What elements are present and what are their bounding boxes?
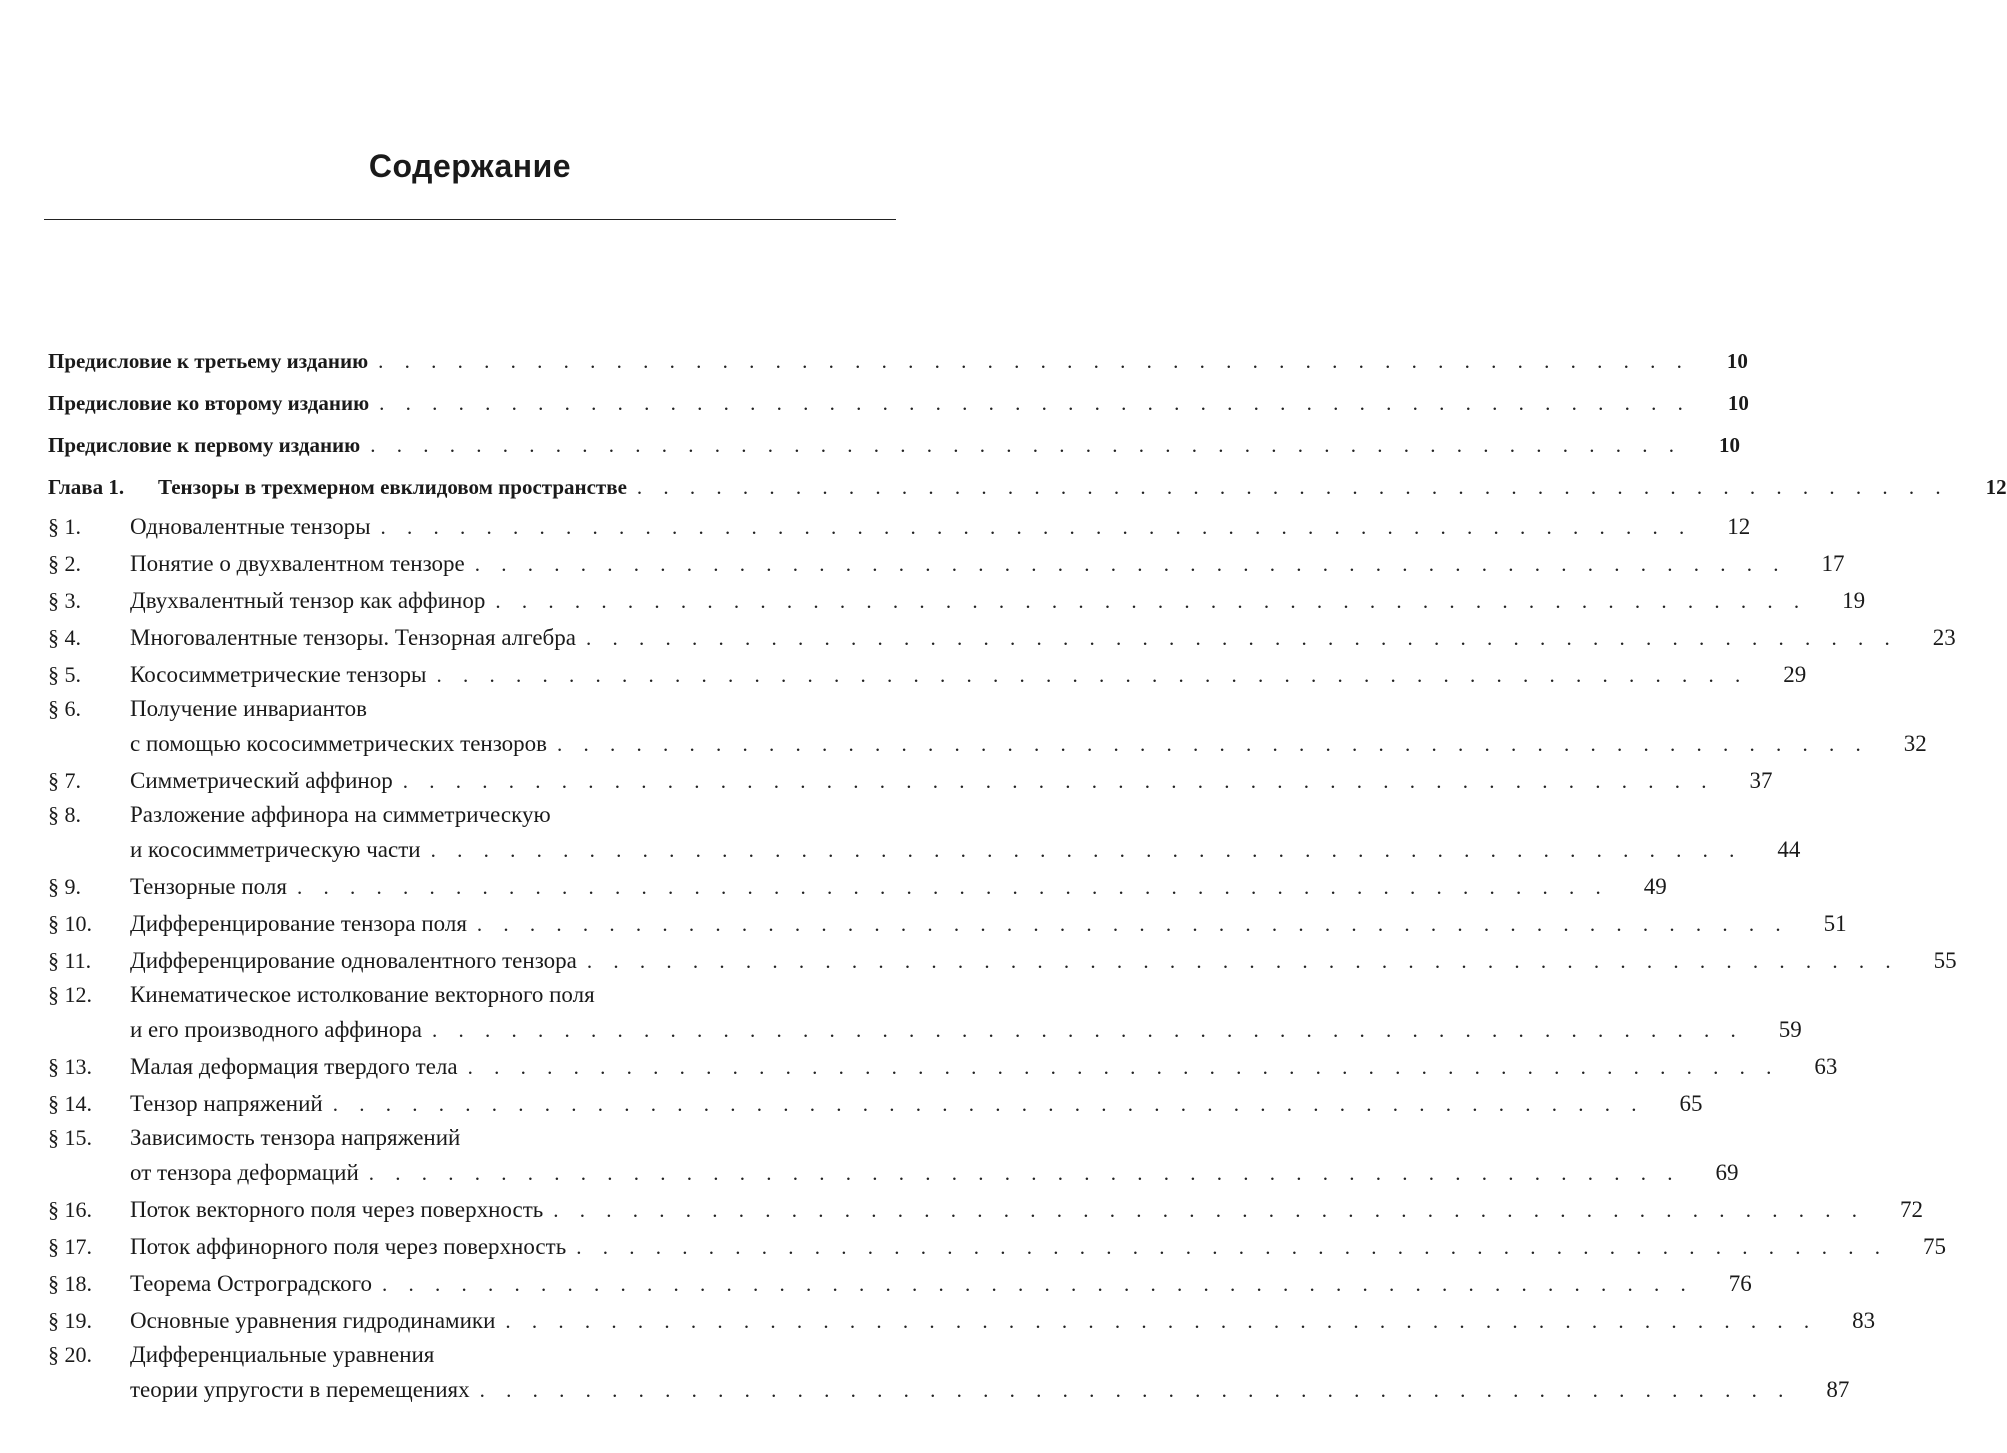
toc-row — [48, 619, 1956, 656]
chapter-title: Тензоры в трехмерном евклидовом пространстве — [158, 475, 627, 499]
dot-leader: . . . . . . . . . . . . . . . . . . . . . . . . . . . . . . . . . . . . . . . . . . . . . . . . . . — [382, 1272, 1694, 1296]
toc-section-entry[interactable] — [48, 582, 1866, 619]
toc-section-entry[interactable] — [48, 1302, 1876, 1339]
page-number: 32 — [1903, 731, 1927, 756]
section-number: § 19. — [48, 1308, 92, 1333]
dot-leader: . . . . . . . . . . . . . . . . . . . . . . . . . . . . . . . . . . . . . . . . . . . . . . . . . . — [296, 875, 1609, 899]
section-title-line2: и кососимметрическую части — [130, 837, 421, 862]
section-number: § 4. — [48, 625, 81, 650]
entry-title: Предисловие к третьему изданию — [48, 349, 369, 373]
section-title-line1: Зависимость тензора напряжений — [130, 1125, 461, 1150]
dot-leader: . . . . . . . . . . . . . . . . . . . . . . . . . . . . . . . . . . . . . . . . . . . . . . . . . . — [553, 1198, 1865, 1222]
toc-row — [48, 799, 900, 831]
page-number: 51 — [1823, 911, 1847, 936]
section-title: Малая деформация твердого тела — [130, 1054, 458, 1079]
section-number: § 13. — [48, 1054, 92, 1079]
toc-section-entry[interactable] — [48, 508, 1751, 545]
dot-leader: . . . . . . . . . . . . . . . . . . . . . . . . . . . . . . . . . . . . . . . . . . . . . . . . . . — [505, 1309, 1818, 1333]
dot-leader: . . . . . . . . . . . . . . . . . . . . . . . . . . . . . . . . . . . . . . . . . . . . . . . . . . — [379, 391, 1691, 415]
chapter-number: Глава 1. — [48, 475, 125, 499]
section-number: § 8. — [48, 802, 81, 827]
dot-leader: . . . . . . . . . . . . . . . . . . . . . . . . . . . . . . . . . . . . . . . . . . . . . . . . . . — [402, 769, 1715, 793]
dot-leader: . . . . . . . . . . . . . . . . . . . . . . . . . . . . . . . . . . . . . . . . . . . . . . . . . . — [636, 475, 1949, 499]
page-number: 72 — [1900, 1197, 1923, 1222]
toc-row — [48, 1371, 1850, 1408]
dot-leader: . . . . . . . . . . . . . . . . . . . . . . . . . . . . . . . . . . . . . . . . . . . . . . . . . . — [332, 1092, 1645, 1116]
dot-leader: . . . . . . . . . . . . . . . . . . . . . . . . . . . . . . . . . . . . . . . . . . . . . . . . . . — [495, 589, 1808, 613]
toc-section-entry[interactable] — [48, 545, 1845, 582]
page-number: 76 — [1728, 1271, 1752, 1296]
page-number: 59 — [1778, 1017, 1802, 1042]
dot-leader: . . . . . . . . . . . . . . . . . . . . . . . . . . . . . . . . . . . . . . . . . . . . . . . . . . — [479, 1378, 1792, 1402]
toc-section-entry[interactable] — [48, 619, 1956, 656]
section-number: § 14. — [48, 1091, 92, 1116]
toc-section-entry[interactable] — [48, 979, 1802, 1048]
page-number: 17 — [1821, 551, 1845, 576]
dot-leader: . . . . . . . . . . . . . . . . . . . . . . . . . . . . . . . . . . . . . . . . . . . . . . . . . . — [431, 1018, 1744, 1042]
toc-row — [48, 1011, 1802, 1048]
dot-leader: . . . . . . . . . . . . . . . . . . . . . . . . . . . . . . . . . . . . . . . . . . . . . . . . . . — [474, 552, 1787, 576]
toc-section-entry[interactable] — [48, 656, 1807, 693]
section-number: § 9. — [48, 874, 81, 899]
toc-row — [48, 1122, 900, 1154]
toc-row — [48, 545, 1845, 582]
page-number: 10 — [1718, 433, 1740, 457]
page-number: 12 — [1985, 475, 2007, 499]
toc-row — [48, 1085, 1703, 1122]
section-number: § 6. — [48, 696, 81, 721]
toc-row — [48, 508, 1751, 545]
section-number: § 7. — [48, 768, 81, 793]
section-title-line1: Получение инвариантов — [130, 696, 367, 721]
toc-row — [48, 1154, 1739, 1191]
page-number: 69 — [1715, 1160, 1739, 1185]
toc-chapter-entry[interactable] — [48, 466, 2007, 508]
page-number: 55 — [1933, 948, 1957, 973]
section-title: Поток аффинорного поля через поверхность — [130, 1234, 567, 1259]
page-number: 23 — [1932, 625, 1956, 650]
toc-row — [48, 979, 900, 1011]
toc-row — [48, 1265, 1752, 1302]
section-title: Теорема Остроградского — [130, 1271, 373, 1296]
section-title-line1: Кинематическое истолкование векторного поля — [130, 982, 595, 1007]
toc-row — [48, 693, 900, 725]
title-divider — [44, 219, 896, 220]
section-title: Тензорные поля — [130, 874, 287, 899]
toc-section-entry[interactable] — [48, 1048, 1838, 1085]
section-title: Основные уравнения гидродинамики — [130, 1308, 496, 1333]
page-number: 37 — [1749, 768, 1773, 793]
toc-row — [48, 1048, 1838, 1085]
toc-row — [48, 1339, 900, 1371]
section-title: Кососимметрические тензоры — [130, 662, 427, 687]
dot-leader: . . . . . . . . . . . . . . . . . . . . . . . . . . . . . . . . . . . . . . . . . . . . . . . . . . — [467, 1055, 1780, 1079]
section-title: Дифференцирование одновалентного тензора — [130, 948, 577, 973]
toc-section-entry[interactable] — [48, 942, 1957, 979]
dot-leader: . . . . . . . . . . . . . . . . . . . . . . . . . . . . . . . . . . . . . . . . . . . . . . . . . . — [436, 663, 1749, 687]
section-number: § 17. — [48, 1234, 92, 1259]
section-title-line1: Разложение аффинора на симметрическую — [130, 802, 551, 827]
entry-title: Предисловие к первому изданию — [48, 433, 361, 457]
dot-leader: . . . . . . . . . . . . . . . . . . . . . . . . . . . . . . . . . . . . . . . . . . . . . . . . . . — [557, 732, 1869, 756]
section-title: Поток векторного поля через поверхность — [130, 1197, 544, 1222]
page-number: 19 — [1842, 588, 1866, 613]
toc-section-entry[interactable] — [48, 1339, 1850, 1408]
dot-leader: . . . . . . . . . . . . . . . . . . . . . . . . . . . . . . . . . . . . . . . . . . . . . . . . . . — [380, 515, 1693, 539]
table-of-contents — [48, 340, 2007, 1408]
toc-row — [48, 725, 1927, 762]
section-number: § 2. — [48, 551, 81, 576]
dot-leader: . . . . . . . . . . . . . . . . . . . . . . . . . . . . . . . . . . . . . . . . . . . . . . . . . . — [430, 838, 1743, 862]
page-number: 75 — [1922, 1234, 1946, 1259]
page-number: 10 — [1727, 391, 1749, 415]
section-number: § 15. — [48, 1125, 92, 1150]
toc-row — [48, 1302, 1876, 1339]
toc-section-entry[interactable] — [48, 799, 1801, 868]
toc-row — [48, 942, 1957, 979]
section-title: Одновалентные тензоры — [130, 514, 371, 539]
dot-leader: . . . . . . . . . . . . . . . . . . . . . . . . . . . . . . . . . . . . . . . . . . . . . . . . . . — [586, 949, 1899, 973]
section-title-line2: и его производного аффинора — [130, 1017, 422, 1042]
page-number: 87 — [1826, 1377, 1850, 1402]
dot-leader: . . . . . . . . . . . . . . . . . . . . . . . . . . . . . . . . . . . . . . . . . . . . . . . . . . — [585, 626, 1898, 650]
section-title-line2: с помощью кососимметрических тензоров — [130, 731, 548, 756]
toc-section-entry[interactable] — [48, 1228, 1946, 1265]
section-number: § 5. — [48, 662, 81, 687]
section-title: Двухвалентный тензор как аффинор — [130, 588, 486, 613]
toc-section-entry[interactable] — [48, 693, 1927, 762]
section-number: § 20. — [48, 1342, 92, 1367]
section-number: § 3. — [48, 588, 81, 613]
dot-leader: . . . . . . . . . . . . . . . . . . . . . . . . . . . . . . . . . . . . . . . . . . . . . . . . . . — [370, 433, 1682, 457]
toc-row — [48, 382, 1749, 424]
section-title: Многовалентные тензоры. Тензорная алгебра — [130, 625, 576, 650]
section-title-line2: теории упругости в перемещениях — [130, 1377, 470, 1402]
section-number: § 1. — [48, 514, 81, 539]
section-number: § 12. — [48, 982, 92, 1007]
section-number: § 11. — [48, 948, 92, 973]
section-title: Дифференцирование тензора поля — [130, 911, 467, 936]
page-number: 83 — [1852, 1308, 1876, 1333]
toc-row — [48, 831, 1801, 868]
toc-section-entry[interactable] — [48, 868, 1667, 905]
section-number: § 18. — [48, 1271, 92, 1296]
toc-row — [48, 582, 1866, 619]
toc-front-entry[interactable] — [48, 382, 1749, 424]
dot-leader: . . . . . . . . . . . . . . . . . . . . . . . . . . . . . . . . . . . . . . . . . . . . . . . . . . — [368, 1161, 1681, 1185]
section-list — [48, 508, 1957, 1408]
page-title: Содержание — [368, 148, 572, 184]
section-title: Тензор напряжений — [130, 1091, 323, 1116]
dot-leader: . . . . . . . . . . . . . . . . . . . . . . . . . . . . . . . . . . . . . . . . . . . . . . . . . . — [378, 349, 1690, 373]
section-title: Понятие о двухвалентном тензоре — [130, 551, 465, 576]
toc-section-entry[interactable] — [48, 1122, 1739, 1191]
toc-row — [48, 868, 1667, 905]
toc-row — [48, 905, 1847, 942]
toc-section-entry[interactable] — [48, 1191, 1923, 1228]
dot-leader: . . . . . . . . . . . . . . . . . . . . . . . . . . . . . . . . . . . . . . . . . . . . . . . . . . — [576, 1235, 1888, 1259]
toc-front-entry[interactable] — [48, 424, 1740, 466]
toc-row — [48, 1191, 1923, 1228]
section-number: § 10. — [48, 911, 92, 936]
page-number: 63 — [1814, 1054, 1838, 1079]
toc-section-entry[interactable] — [48, 905, 1847, 942]
front-matter-list — [48, 340, 1749, 466]
page-number: 44 — [1777, 837, 1801, 862]
page-number: 12 — [1727, 514, 1751, 539]
dot-leader: . . . . . . . . . . . . . . . . . . . . . . . . . . . . . . . . . . . . . . . . . . . . . . . . . . — [476, 912, 1789, 936]
toc-row — [48, 656, 1807, 693]
toc-row — [48, 762, 1773, 799]
page-number: 49 — [1643, 874, 1667, 899]
page-number: 65 — [1679, 1091, 1703, 1116]
toc-section-entry[interactable] — [48, 762, 1773, 799]
entry-title: Предисловие ко второму изданию — [48, 391, 370, 415]
toc-front-entry[interactable] — [48, 340, 1748, 382]
section-title-line1: Дифференциальные уравнения — [130, 1342, 435, 1367]
page-number: 29 — [1783, 662, 1807, 687]
toc-row — [48, 1228, 1946, 1265]
section-number: § 16. — [48, 1197, 92, 1222]
page-number: 10 — [1726, 349, 1748, 373]
toc-section-entry[interactable] — [48, 1085, 1703, 1122]
section-title: Симметрический аффинор — [130, 768, 393, 793]
toc-row — [48, 340, 1748, 382]
section-title-line2: от тензора деформаций — [130, 1160, 359, 1185]
toc-section-entry[interactable] — [48, 1265, 1752, 1302]
toc-row — [48, 424, 1740, 466]
